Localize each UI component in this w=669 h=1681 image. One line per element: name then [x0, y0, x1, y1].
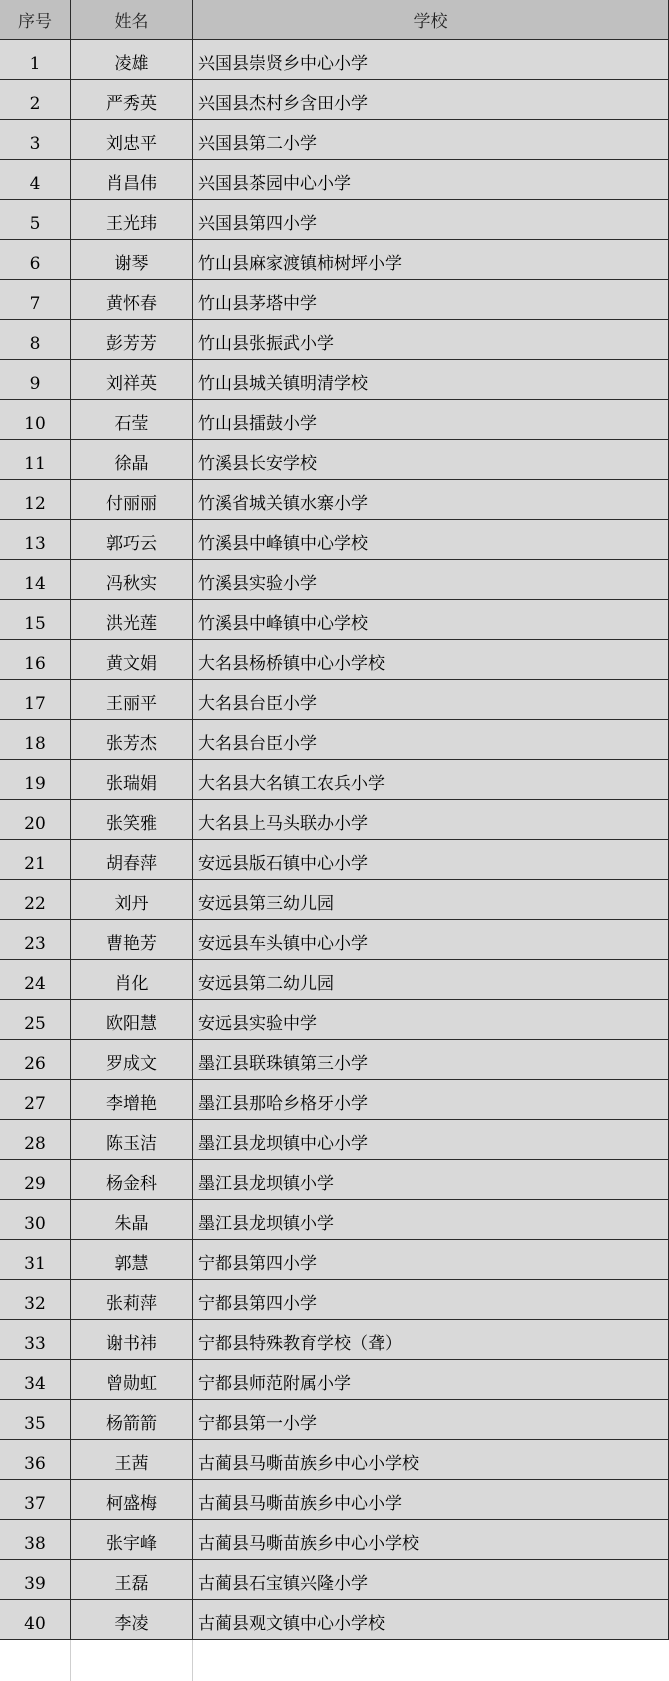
index-cell[interactable]: 6 [0, 240, 71, 279]
index-cell[interactable]: 15 [0, 600, 71, 639]
school-cell[interactable]: 古蔺县马嘶苗族乡中心小学校 [193, 1520, 669, 1559]
index-cell[interactable]: 1 [0, 40, 71, 79]
school-cell[interactable]: 兴国县杰村乡含田小学 [193, 80, 669, 119]
index-cell[interactable]: 16 [0, 640, 71, 679]
table-row [0, 800, 669, 840]
index-cell[interactable]: 39 [0, 1560, 71, 1599]
index-cell[interactable]: 18 [0, 720, 71, 759]
school-cell[interactable]: 古蔺县马嘶苗族乡中心小学校 [193, 1440, 669, 1479]
index-cell[interactable]: 37 [0, 1480, 71, 1519]
empty-cell[interactable] [71, 1640, 193, 1681]
name-cell[interactable]: 王光玮 [71, 200, 193, 239]
name-cell[interactable]: 杨箭箭 [71, 1400, 193, 1439]
table-row [0, 80, 669, 120]
school-cell[interactable]: 古蔺县马嘶苗族乡中心小学 [193, 1480, 669, 1519]
index-cell[interactable]: 3 [0, 120, 71, 159]
index-cell[interactable]: 20 [0, 800, 71, 839]
table-row [0, 1320, 669, 1360]
name-cell[interactable]: 郭慧 [71, 1240, 193, 1279]
table-row [0, 600, 669, 640]
index-cell[interactable]: 36 [0, 1440, 71, 1479]
school-cell[interactable]: 大名县台臣小学 [193, 720, 669, 759]
index-cell[interactable]: 12 [0, 480, 71, 519]
table-row [0, 400, 669, 440]
name-cell[interactable]: 刘丹 [71, 880, 193, 919]
table-row [0, 880, 669, 920]
index-cell[interactable]: 33 [0, 1320, 71, 1359]
school-cell[interactable]: 兴国县第二小学 [193, 120, 669, 159]
index-cell[interactable]: 19 [0, 760, 71, 799]
index-cell[interactable]: 25 [0, 1000, 71, 1039]
school-cell[interactable]: 竹山县城关镇明清学校 [193, 360, 669, 399]
table-row [0, 320, 669, 360]
index-cell[interactable]: 32 [0, 1280, 71, 1319]
school-cell[interactable]: 墨江县那哈乡格牙小学 [193, 1080, 669, 1119]
school-cell[interactable]: 竹溪县中峰镇中心学校 [193, 520, 669, 559]
name-cell[interactable]: 徐晶 [71, 440, 193, 479]
name-cell[interactable]: 肖化 [71, 960, 193, 999]
table-row [0, 200, 669, 240]
table-row [0, 960, 669, 1000]
empty-cell[interactable] [0, 1640, 71, 1681]
school-cell[interactable]: 竹山县张振武小学 [193, 320, 669, 359]
name-cell[interactable]: 柯盛梅 [71, 1480, 193, 1519]
index-cell[interactable]: 31 [0, 1240, 71, 1279]
school-cell[interactable]: 墨江县龙坝镇小学 [193, 1160, 669, 1199]
name-cell[interactable]: 郭巧云 [71, 520, 193, 559]
index-cell[interactable]: 14 [0, 560, 71, 599]
school-cell[interactable]: 安远县版石镇中心小学 [193, 840, 669, 879]
table-row [0, 120, 669, 160]
school-cell[interactable]: 大名县大名镇工农兵小学 [193, 760, 669, 799]
name-cell[interactable]: 张宇峰 [71, 1520, 193, 1559]
name-cell[interactable]: 欧阳慧 [71, 1000, 193, 1039]
index-cell[interactable]: 5 [0, 200, 71, 239]
table-row [0, 1480, 669, 1520]
school-cell[interactable]: 竹溪县实验小学 [193, 560, 669, 599]
table-row [0, 280, 669, 320]
index-cell[interactable]: 7 [0, 280, 71, 319]
table-row [0, 1440, 669, 1480]
index-cell[interactable]: 24 [0, 960, 71, 999]
name-cell[interactable]: 王丽平 [71, 680, 193, 719]
name-cell[interactable]: 严秀英 [71, 80, 193, 119]
school-cell[interactable]: 兴国县茶园中心小学 [193, 160, 669, 199]
table-row [0, 1360, 669, 1400]
header-cell-school[interactable]: 学校 [193, 0, 669, 39]
name-cell[interactable]: 李凌 [71, 1600, 193, 1639]
name-cell[interactable]: 张笑雅 [71, 800, 193, 839]
name-cell[interactable]: 张芳杰 [71, 720, 193, 759]
school-cell[interactable]: 宁都县第四小学 [193, 1280, 669, 1319]
name-cell[interactable]: 王磊 [71, 1560, 193, 1599]
index-cell[interactable]: 38 [0, 1520, 71, 1559]
table-row [0, 680, 669, 720]
table-row [0, 1280, 669, 1320]
name-cell[interactable]: 张莉萍 [71, 1280, 193, 1319]
name-cell[interactable]: 李增艳 [71, 1080, 193, 1119]
index-cell[interactable]: 22 [0, 880, 71, 919]
school-cell[interactable]: 宁都县第四小学 [193, 1240, 669, 1279]
name-cell[interactable]: 洪光莲 [71, 600, 193, 639]
table-row [0, 1560, 669, 1600]
index-cell[interactable]: 29 [0, 1160, 71, 1199]
empty-cell[interactable] [193, 1640, 669, 1681]
name-cell[interactable]: 罗成文 [71, 1040, 193, 1079]
index-cell[interactable]: 27 [0, 1080, 71, 1119]
header-cell-index[interactable]: 序号 [0, 0, 71, 39]
name-cell[interactable]: 凌雄 [71, 40, 193, 79]
table-row [0, 1520, 669, 1560]
name-cell[interactable]: 肖昌伟 [71, 160, 193, 199]
table-row [0, 840, 669, 880]
name-cell[interactable]: 谢琴 [71, 240, 193, 279]
table-row [0, 760, 669, 800]
school-cell[interactable]: 大名县上马头联办小学 [193, 800, 669, 839]
school-cell[interactable]: 竹山县麻家渡镇柿树坪小学 [193, 240, 669, 279]
name-cell[interactable]: 朱晶 [71, 1200, 193, 1239]
table-body [0, 40, 669, 1640]
school-cell[interactable]: 墨江县龙坝镇中心小学 [193, 1120, 669, 1159]
name-cell[interactable]: 刘祥英 [71, 360, 193, 399]
index-cell[interactable]: 34 [0, 1360, 71, 1399]
table-row [0, 520, 669, 560]
table-row [0, 480, 669, 520]
school-cell[interactable]: 大名县杨桥镇中心小学校 [193, 640, 669, 679]
school-cell[interactable]: 宁都县特殊教育学校（聋） [193, 1320, 669, 1359]
name-cell[interactable]: 彭芳芳 [71, 320, 193, 359]
school-cell[interactable]: 竹山县茅塔中学 [193, 280, 669, 319]
name-cell[interactable]: 曾勋虹 [71, 1360, 193, 1399]
name-cell[interactable]: 张瑞娟 [71, 760, 193, 799]
school-cell[interactable]: 安远县车头镇中心小学 [193, 920, 669, 959]
table-row [0, 560, 669, 600]
school-cell[interactable]: 古蔺县石宝镇兴隆小学 [193, 1560, 669, 1599]
school-cell[interactable]: 兴国县崇贤乡中心小学 [193, 40, 669, 79]
table-row [0, 440, 669, 480]
school-cell[interactable]: 兴国县第四小学 [193, 200, 669, 239]
name-cell[interactable]: 王茜 [71, 1440, 193, 1479]
name-cell[interactable]: 黄文娟 [71, 640, 193, 679]
name-cell[interactable]: 冯秋实 [71, 560, 193, 599]
index-cell[interactable]: 11 [0, 440, 71, 479]
index-cell[interactable]: 26 [0, 1040, 71, 1079]
index-cell[interactable]: 10 [0, 400, 71, 439]
index-cell[interactable]: 8 [0, 320, 71, 359]
table-row [0, 1600, 669, 1640]
table-row [0, 40, 669, 80]
index-cell[interactable]: 35 [0, 1400, 71, 1439]
name-cell[interactable]: 付丽丽 [71, 480, 193, 519]
empty-row [0, 1640, 669, 1681]
table-row [0, 360, 669, 400]
table-row [0, 160, 669, 200]
index-cell[interactable]: 13 [0, 520, 71, 559]
table-row [0, 1200, 669, 1240]
name-cell[interactable]: 谢书祎 [71, 1320, 193, 1359]
name-cell[interactable]: 陈玉洁 [71, 1120, 193, 1159]
school-cell[interactable]: 竹溪县长安学校 [193, 440, 669, 479]
index-cell[interactable]: 40 [0, 1600, 71, 1639]
school-cell[interactable]: 竹山县擂鼓小学 [193, 400, 669, 439]
school-cell[interactable]: 宁都县师范附属小学 [193, 1360, 669, 1399]
table-row [0, 1400, 669, 1440]
table-header-row [0, 0, 669, 40]
school-cell[interactable]: 宁都县第一小学 [193, 1400, 669, 1439]
table-row [0, 640, 669, 680]
school-cell[interactable]: 安远县第二幼儿园 [193, 960, 669, 999]
school-cell[interactable]: 安远县实验中学 [193, 1000, 669, 1039]
table-row [0, 1080, 669, 1120]
table-row [0, 1120, 669, 1160]
index-cell[interactable]: 21 [0, 840, 71, 879]
table-row [0, 1160, 669, 1200]
school-cell[interactable]: 竹溪县中峰镇中心学校 [193, 600, 669, 639]
index-cell[interactable]: 9 [0, 360, 71, 399]
index-cell[interactable]: 23 [0, 920, 71, 959]
index-cell[interactable]: 2 [0, 80, 71, 119]
index-cell[interactable]: 30 [0, 1200, 71, 1239]
table-row [0, 1000, 669, 1040]
table-row [0, 720, 669, 760]
name-cell[interactable]: 刘忠平 [71, 120, 193, 159]
school-cell[interactable]: 安远县第三幼儿园 [193, 880, 669, 919]
school-cell[interactable]: 墨江县联珠镇第三小学 [193, 1040, 669, 1079]
header-cell-name[interactable]: 姓名 [71, 0, 193, 39]
index-cell[interactable]: 28 [0, 1120, 71, 1159]
index-cell[interactable]: 17 [0, 680, 71, 719]
school-cell[interactable]: 墨江县龙坝镇小学 [193, 1200, 669, 1239]
table-row [0, 920, 669, 960]
school-cell[interactable]: 竹溪省城关镇水寨小学 [193, 480, 669, 519]
name-cell[interactable]: 胡春萍 [71, 840, 193, 879]
table-row [0, 240, 669, 280]
table-row [0, 1040, 669, 1080]
table-row [0, 1240, 669, 1280]
index-cell[interactable]: 4 [0, 160, 71, 199]
name-cell[interactable]: 曹艳芳 [71, 920, 193, 959]
school-cell[interactable]: 古蔺县观文镇中心小学校 [193, 1600, 669, 1639]
name-cell[interactable]: 黄怀春 [71, 280, 193, 319]
name-cell[interactable]: 石莹 [71, 400, 193, 439]
school-cell[interactable]: 大名县台臣小学 [193, 680, 669, 719]
name-cell[interactable]: 杨金科 [71, 1160, 193, 1199]
